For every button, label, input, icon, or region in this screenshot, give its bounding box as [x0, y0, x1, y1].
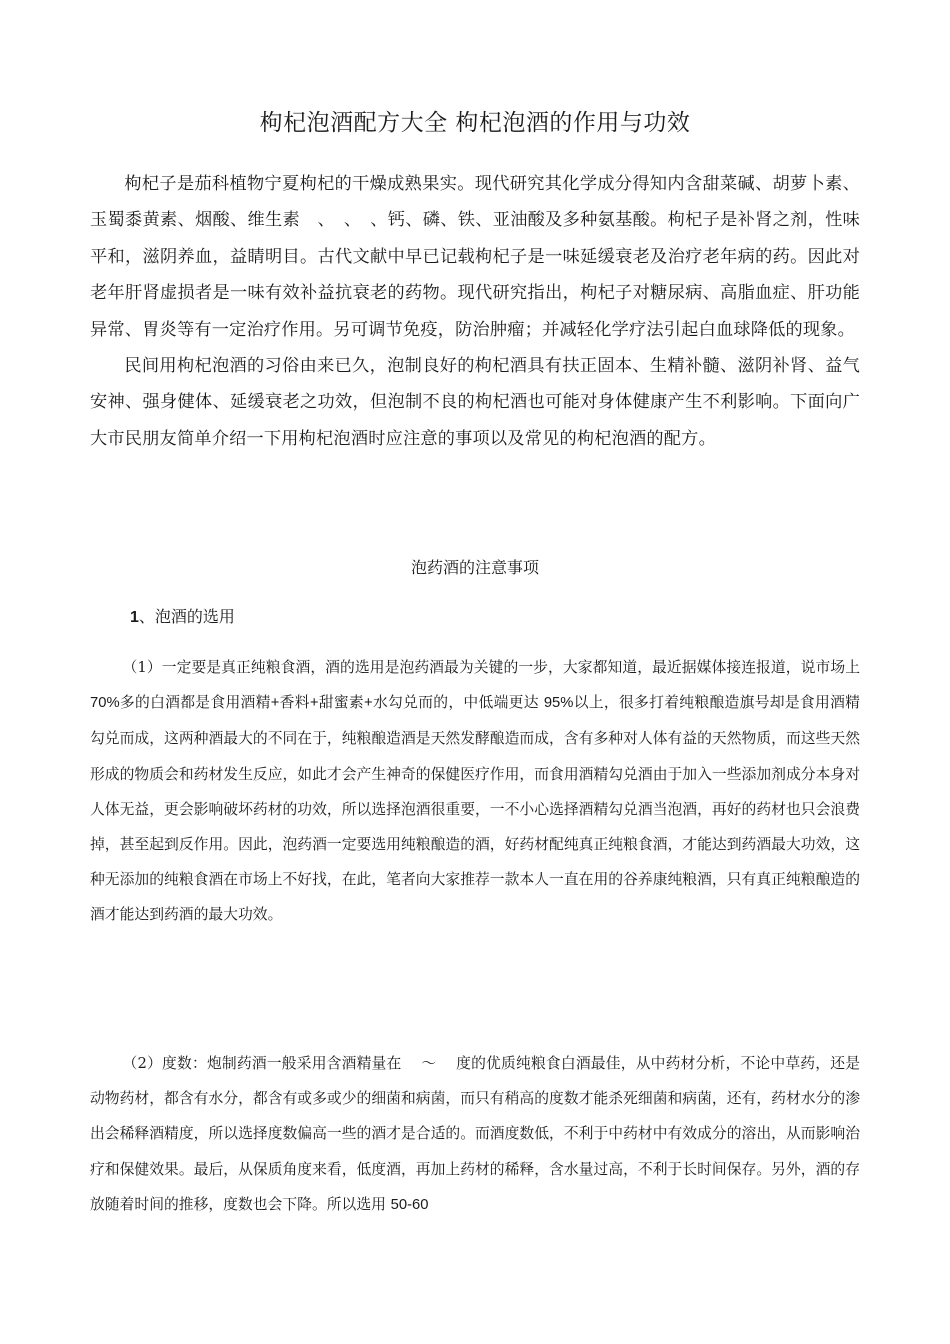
sub-heading-text: 、泡酒的选用 [138, 607, 235, 626]
text-run: + [364, 695, 373, 712]
text-run: + [309, 695, 319, 712]
intro-paragraph: 枸杞子是茄科植物宁夏枸杞的干燥成熟果实。现代研究其化学成分得知内含甜菜碱、胡萝卜素、玉蜀黍黄素、烟酸、维生素 、 、 、钙、磷、铁、亚油酸及多种氨基酸。枸杞子是补肾之剂，性味平和，滋阴养血，益睛明目。古代文献中早已记载枸杞子是一味延缓衰老及治疗老年病的药。因此对老年肝肾虚损者是一味有效补益抗衰老的药物。现代研究指出，枸杞子对糖尿病、高脂血症、肝功能异常、胃炎等有一定治疗作用。另可调节免疫，防治肿瘤；并减轻化学疗法引起白血球降低的现象。 [90, 174, 860, 340]
text-run: 水勾兑而的，中低端更达 [372, 694, 544, 712]
text-run: （1）一定要是真正纯粮食酒，酒的选用是泡药酒最为关键的一步，大家都知道，最近据媒体接连报道，说市场上 [122, 659, 860, 676]
text-run: 95% [543, 695, 574, 712]
section-heading: 泡药酒的注意事项 [410, 558, 539, 577]
body-section-1 [90, 650, 860, 933]
text-run: 50-60 [390, 1196, 429, 1213]
body-section-2 [90, 1046, 860, 1223]
sub-heading [130, 604, 235, 627]
text-run: 以上，很多打着纯粮酿造旗号却是食用酒精勾兑而成，这两种酒最大的不同在于，纯粮酿造酒是天然发酵酿造而成，含有多种对人体有益的天然物质，而这些天然形成的物质会和药材发生反应，如此才会产生神奇的保健医疗作用，而食用酒精勾兑酒由于加入一些添加剂成分本身对人体无益，更会影响破坏药材的功效，所以选择泡酒很重要，一不小心选择酒精勾兑酒当泡酒，再好的药材也只会浪费掉，甚至起到反作用。因此，泡药酒一定要选用纯粮酿造的酒，好药材配纯真正纯粮食酒，才能达到药酒最大功效，这种无添加的纯粮食酒在市场上不好找，在此，笔者向大家推荐一款本人一直在用的谷养康纯粮酒，只有真正纯粮酿造的酒才能达到药酒的最大功效。 [90, 694, 860, 924]
text-run: 甜蜜素 [318, 694, 365, 712]
body-paragraph [90, 1046, 860, 1223]
text-run: 香料 [279, 694, 310, 712]
text-run: + [270, 695, 280, 712]
body-paragraph [90, 650, 860, 933]
text-run: 70% [90, 695, 120, 712]
text-run: 多的白酒都是食用酒精 [119, 694, 271, 712]
page-title: 枸杞泡酒配方大全 枸杞泡酒的作用与功效 [259, 110, 691, 136]
intro-section [90, 166, 860, 457]
intro-paragraph: 民间用枸杞泡酒的习俗由来已久，泡制良好的枸杞酒具有扶正固本、生精补髓、滋阴补肾、益气安神、强身健体、延缓衰老之功效，但泡制不良的枸杞酒也可能对身体健康产生不利影响。下面向广大市民朋友简单介绍一下用枸杞泡酒时应注意的事项以及常见的枸杞泡酒的配方。 [90, 356, 860, 449]
text-run: （2）度数：炮制药酒一般采用含酒精量在 ～ 度的优质纯粮食白酒最佳，从中药材分析，不论中草药，还是动物药材，都含有水分，都含有或多或少的细菌和病菌，而只有稍高的度数才能杀死细菌和病菌，还有，药材水分的渗出会稀释酒精度，所以选择度数偏高一些的酒才是合适的。而酒度数低，不利于中药材中有效成分的溶出，从而影响治疗和保健效果。最后，从保质角度来看，低度酒，再加上药材的稀释，含水量过高，不利于长时间保存。另外，酒的存放随着时间的推移，度数也会下降。所以选用 [90, 1055, 860, 1213]
sub-heading-number: 1 [130, 609, 139, 626]
